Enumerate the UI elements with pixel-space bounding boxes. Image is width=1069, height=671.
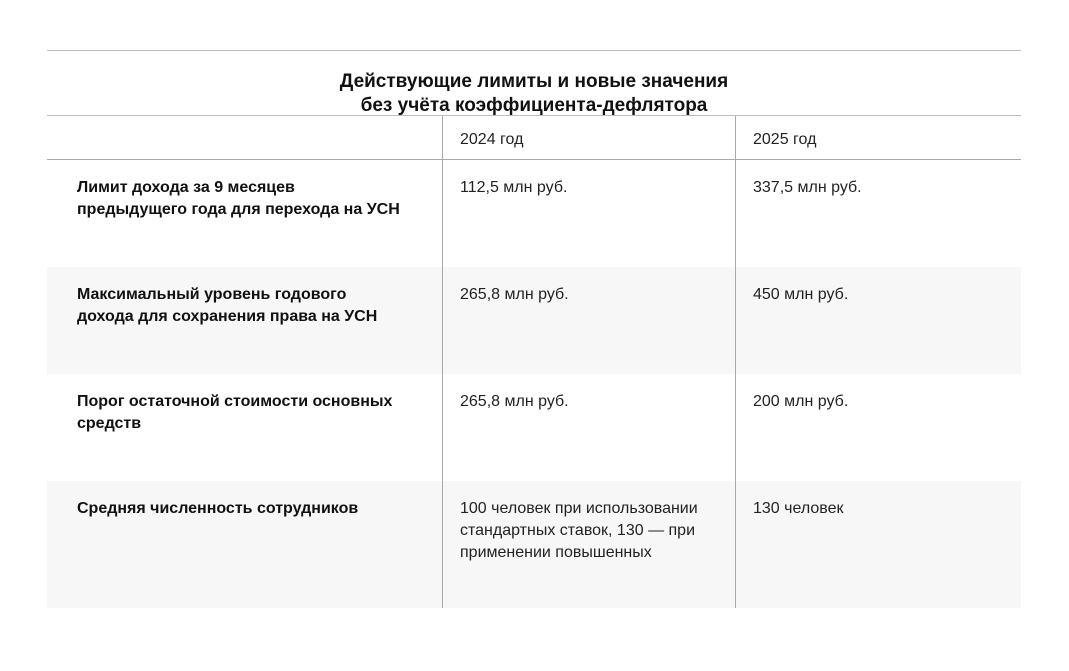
table-title-line-1: Действующие лимиты и новые значения <box>339 71 729 92</box>
value-2024: 112,5 млн руб. <box>442 160 735 267</box>
value-2025: 130 человек <box>735 481 1021 608</box>
column-header-empty <box>47 116 442 160</box>
table-title <box>47 51 1021 115</box>
value-2025: 337,5 млн руб. <box>735 160 1021 267</box>
row-label: Порог остаточной стоимости основных средств <box>77 393 393 432</box>
value-2025: 450 млн руб. <box>735 267 1021 374</box>
value-2025: 200 млн руб. <box>735 374 1021 481</box>
row-label: Максимальный уровень годового дохода для сохранения права на УСН <box>47 267 442 374</box>
row-label: Лимит дохода за 9 месяцев предыдущего года для перехода на УСН <box>77 179 400 218</box>
value-2024: 100 человек при использовании стандартных ставок, 130 — при применении повышенных <box>442 481 735 608</box>
table-title-line-2: без учёта коэффициента-дефлятора <box>360 95 708 116</box>
column-header-2025: 2025 год <box>735 116 1021 160</box>
column-header-2024: 2024 год <box>442 116 735 160</box>
table-grid <box>47 116 1021 608</box>
value-2024: 265,8 млн руб. <box>442 374 735 481</box>
value-2024: 265,8 млн руб. <box>442 267 735 374</box>
row-label: Средняя численность сотрудников <box>47 481 442 608</box>
limits-table <box>47 50 1021 608</box>
